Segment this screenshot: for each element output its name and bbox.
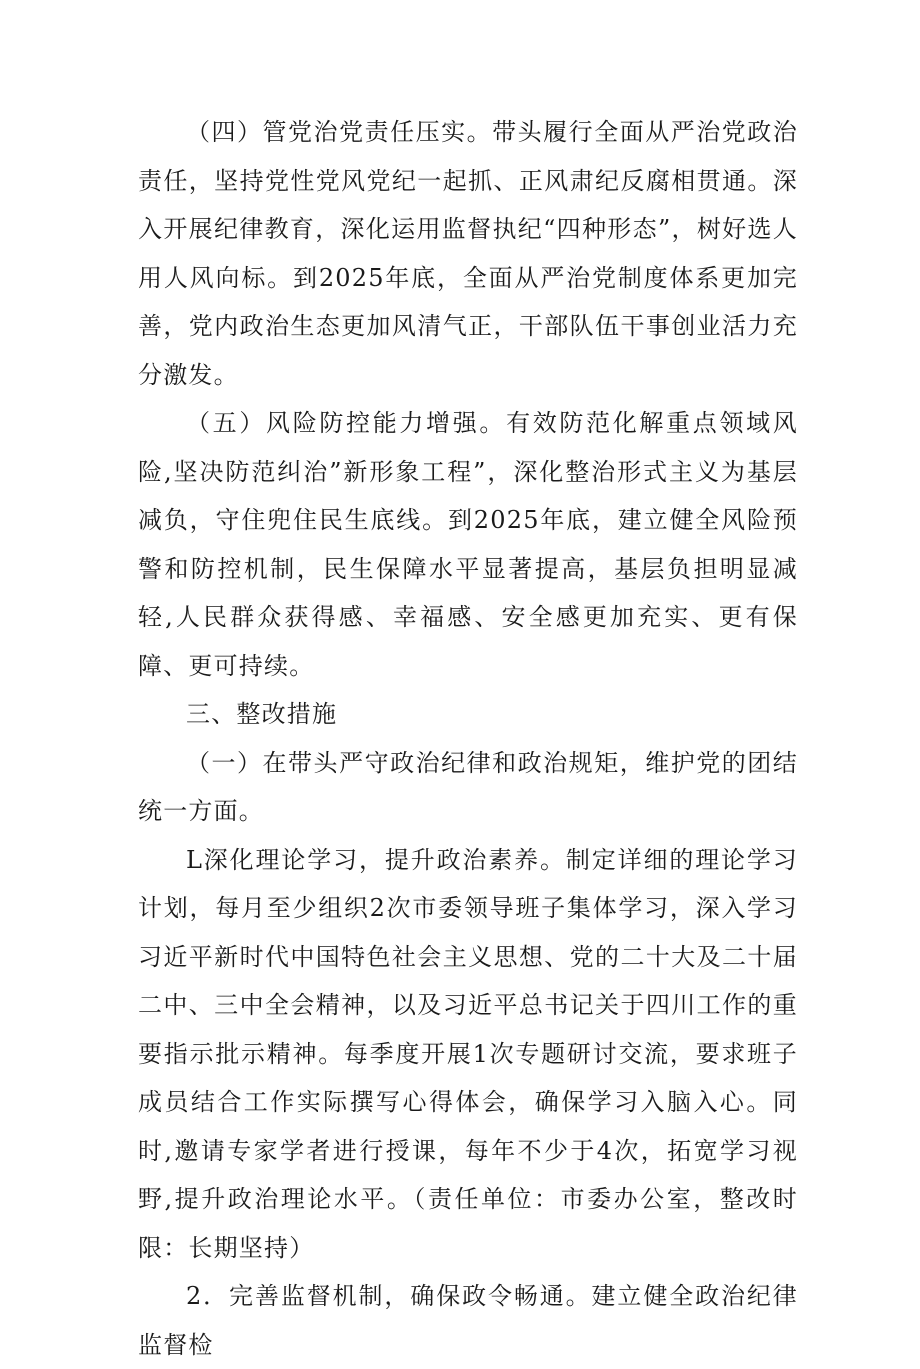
paragraph-item-2-supervision: 2．完善监督机制，确保政令畅通。建立健全政治纪律监督检 bbox=[138, 1282, 798, 1359]
document-body bbox=[138, 108, 798, 1369]
paragraph-section-5: （五）风险防控能力增强。有效防范化解重点领域风险,坚决防范纠治”新形象工程”，深化整治形式主义为基层减负，守住兜住民生底线。到2025年底，建立健全风险预警和防控机制，民生保障水平显著提高，基层负担明显减轻,人民群众获得感、幸福感、安全感更加充实、更有保障、更可持续。 bbox=[138, 409, 798, 680]
paragraph-section-4: （四）管党治党责任压实。带头履行全面从严治党政治责任，坚持党性党风党纪一起抓、正风肃纪反腐相贯通。深入开展纪律教育，深化运用监督执纪“四种形态”，树好选人用人风向标。到2025年底，全面从严治党制度体系更加完善，党内政治生态更加风清气正，干部队伍干事创业活力充分激发。 bbox=[138, 118, 798, 389]
heading-rectification-measures: 三、整改措施 bbox=[186, 700, 338, 728]
paragraph-subsection-1: （一）在带头严守政治纪律和政治规矩，维护党的团结统一方面。 bbox=[138, 748, 798, 825]
paragraph-item-1-theory-study: L深化理论学习，提升政治素养。制定详细的理论学习计划，每月至少组织2次市委领导班子集体学习，深入学习习近平新时代中国特色社会主义思想、党的二十大及二十届二中、三中全会精神，以及习近平总书记关于四川工作的重要指示批示精神。每季度开展1次专题研讨交流，要求班子成员结合工作实际撰写心得体会，确保学习入脑入心。同时,邀请专家学者进行授课，每年不少于4次，拓宽学习视野,提升政治理论水平。（责任单位：市委办公室，整改时限：长期坚持） bbox=[138, 845, 798, 1262]
